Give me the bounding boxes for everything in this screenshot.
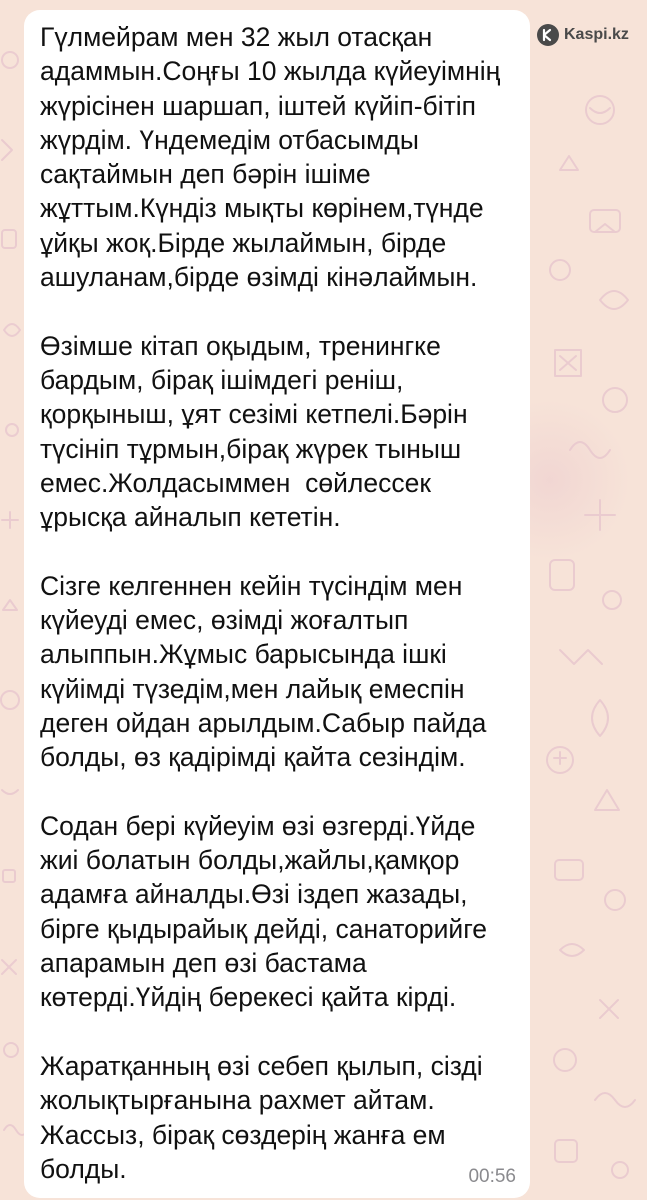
paragraph-spacer	[40, 294, 520, 328]
message-line: болды.	[40, 1153, 127, 1184]
message-line: деген ойдан арылдым.Сабыр пайда	[40, 707, 487, 738]
message-line: бірге қыдырайық дейді, санаторийге	[40, 913, 488, 944]
message-timestamp: 00:56	[468, 1166, 516, 1187]
paragraph-spacer	[40, 534, 520, 568]
message-line: Сізге келгеннен кейін түсіндім мен	[40, 570, 463, 601]
message-line: жұттым.Күндіз мықты көрінем,түнде	[40, 193, 484, 224]
message-line: жиі болатын болды,жайлы,қамқор	[40, 845, 460, 876]
message-line: жолықтырғанына рахмет айтам.	[40, 1085, 435, 1116]
message-line: көтерді.Үйдің берекесі қайта кірді.	[40, 982, 457, 1013]
paragraph-spacer	[40, 1015, 520, 1049]
message-line: қорқыныш, ұят сезімі кетпелі.Бәрін	[40, 399, 468, 430]
kaspi-watermark	[537, 24, 629, 46]
message-bubble[interactable]	[24, 10, 530, 1198]
message-line: жүрісінен шаршап, іштей күйіп-бітіп	[40, 90, 476, 121]
message-line: адамға айналды.Өзі іздеп жазады,	[40, 879, 468, 910]
message-line: түсініп тұрмын,бірақ жүрек тыныш	[40, 433, 462, 464]
message-line: Содан бері күйеуім өзі өзгерді.Үйде	[40, 810, 476, 841]
message-line: сақтаймын деп бәрін ішіме	[40, 159, 371, 190]
message-line: апарамын деп өзі бастама	[40, 948, 367, 979]
paragraph-spacer	[40, 775, 520, 809]
message-line: алыппын.Жұмыс барысында ішкі	[40, 639, 447, 670]
message-line: ұйқы жоқ.Бірде жылаймын, бірде	[40, 227, 447, 258]
watermark-text: Kaspi.kz	[564, 26, 629, 43]
message-line: ұрысқа айналып кететін.	[40, 502, 341, 533]
message-line: болды, өз қадірімді қайта сезіндім.	[40, 742, 466, 773]
message-line: күйімді түзедім,мен лайық емеспін	[40, 673, 465, 704]
message-line: емес.Жолдасыммен сөйлессек	[40, 467, 431, 498]
message-line: Өзімше кітап оқыдым, тренингке	[40, 330, 441, 361]
kaspi-logo-icon	[537, 24, 559, 46]
message-line: Жаратқанның өзі себеп қылып, сізді	[40, 1050, 483, 1081]
message-line: Жассыз, бірақ сөздерің жанға ем	[40, 1119, 446, 1150]
message-line: бардым, бірақ ішімдегі реніш,	[40, 364, 404, 395]
message-line: Гүлмейрам мен 32 жыл отасқан	[40, 22, 433, 52]
message-line: жүрдім. Үндемедім отбасымды	[40, 124, 419, 155]
message-line: күйеуді емес, өзімді жоғалтып	[40, 605, 409, 636]
message-line: ашуланам,бірде өзімді кінәлаймын.	[40, 262, 478, 293]
message-text	[40, 10, 520, 1186]
message-line: адаммын.Соңғы 10 жылда күйеуімнің	[40, 56, 501, 87]
